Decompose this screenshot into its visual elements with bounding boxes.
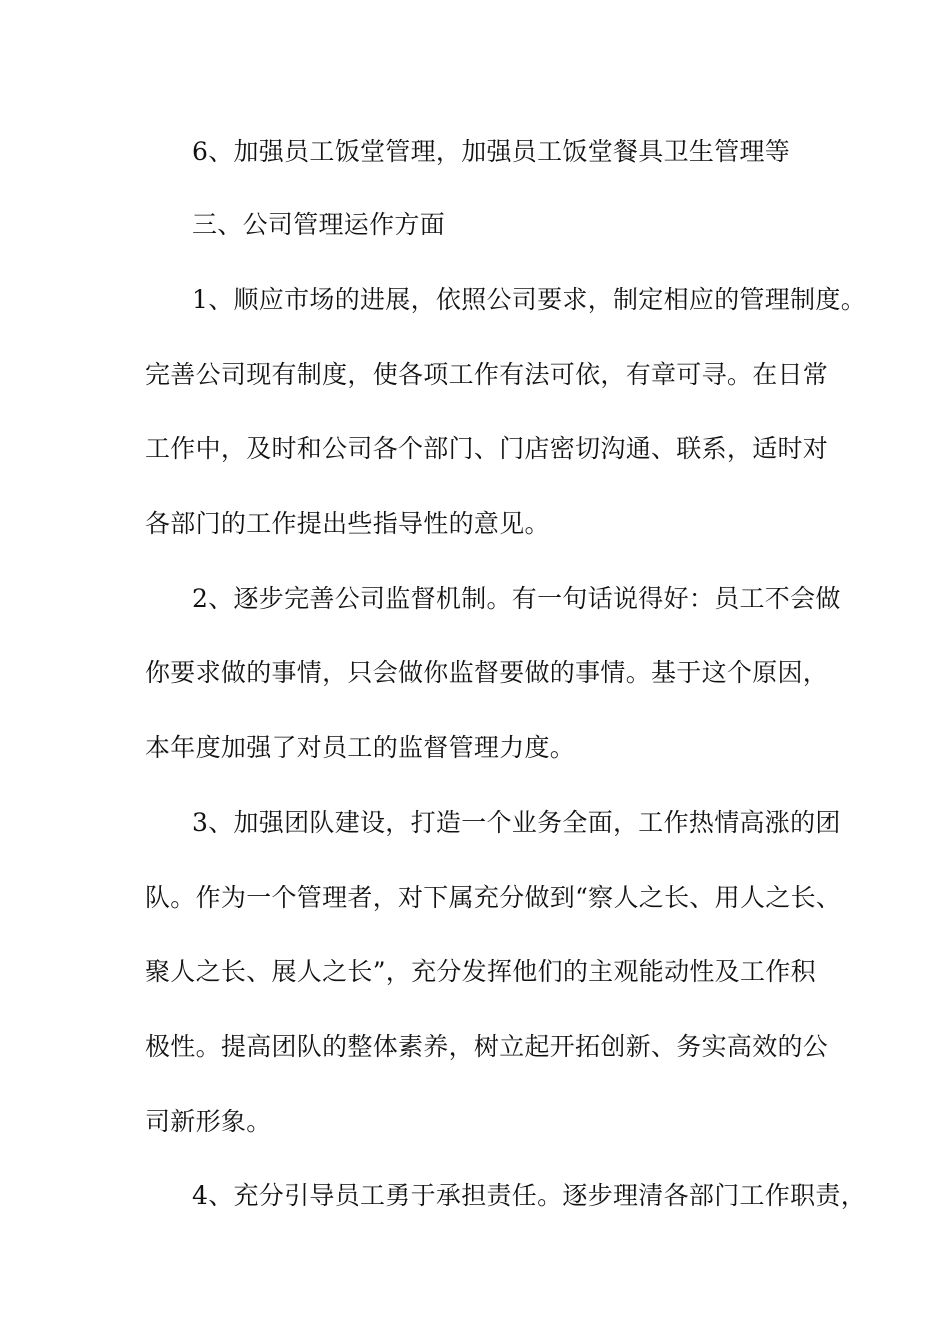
paragraph-line: 工作中，及时和公司各个部门、门店密切沟通、联系，适时对	[145, 434, 829, 463]
section-heading: 三、公司管理运作方面	[192, 210, 446, 239]
paragraph-line: 聚人之长、展人之长”，充分发挥他们的主观能动性及工作积	[145, 957, 816, 986]
paragraph-line: 司新形象。	[145, 1107, 272, 1136]
paragraph-line: 各部门的工作提出些指导性的意见。	[145, 509, 550, 538]
paragraph-line: 本年度加强了对员工的监督管理力度。	[145, 733, 576, 762]
paragraph-line: 完善公司现有制度，使各项工作有法可依，有章可寻。在日常	[145, 360, 829, 389]
paragraph-line: 2、逐步完善公司监督机制。有一句话说得好：员工不会做	[192, 584, 841, 613]
paragraph-line: 你要求做的事情，只会做你监督要做的事情。基于这个原因，	[145, 658, 829, 687]
paragraph-line: 4、充分引导员工勇于承担责任。逐步理清各部门工作职责，	[192, 1181, 867, 1210]
paragraph-line: 极性。提高团队的整体素养，树立起开拓创新、务实高效的公	[145, 1032, 829, 1061]
paragraph-line: 6、加强员工饭堂管理，加强员工饭堂餐具卫生管理等	[192, 137, 791, 166]
paragraph-line: 队。作为一个管理者，对下属充分做到“察人之长、用人之长、	[145, 883, 842, 912]
paragraph-line: 3、加强团队建设，打造一个业务全面，工作热情高涨的团	[192, 808, 841, 837]
paragraph-line: 1、顺应市场的进展，依照公司要求，制定相应的管理制度。	[192, 285, 867, 314]
